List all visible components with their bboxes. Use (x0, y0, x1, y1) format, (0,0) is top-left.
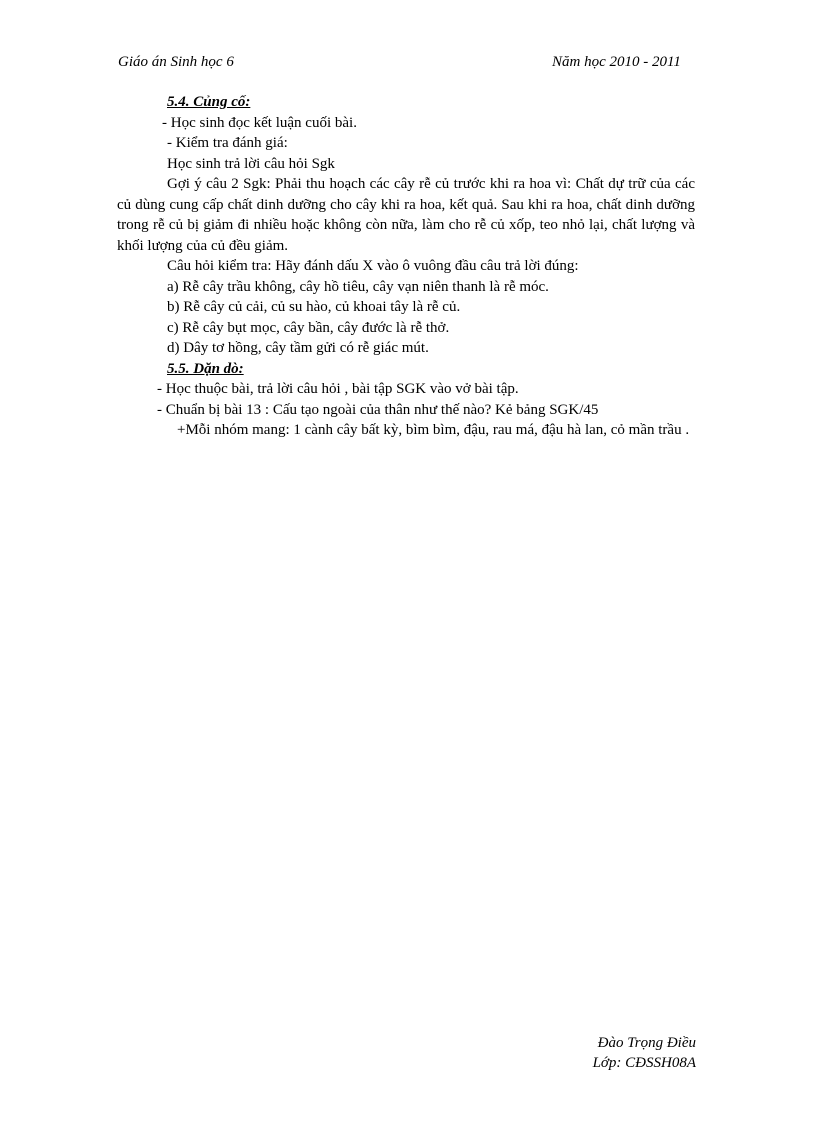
option-a: a) Rễ cây trầu không, cây hồ tiêu, cây vạn niên thanh là rễ móc. (167, 278, 549, 295)
page-body (117, 92, 695, 441)
header-right: Năm học 2010 - 2011 (552, 54, 681, 70)
footer-class: Lớp: CĐSSH08A (592, 1055, 696, 1071)
line-hoc-thuoc: - Học thuộc bài, trả lời câu hỏi , bài tập SGK vào vở bài tập. (157, 381, 519, 397)
footer-author: Đào Trọng Điều (597, 1035, 696, 1051)
section-title-dan-do: 5.5. Dặn dò: (167, 360, 244, 377)
line-doc-ket-luan: - Học sinh đọc kết luận cuối bài. (162, 114, 357, 131)
question-kiem-tra: Câu hỏi kiểm tra: Hãy đánh dấu X vào ô vuông đầu câu trả lời đúng: (167, 258, 579, 274)
option-c: c) Rễ cây bụt mọc, cây bần, cây đước là rễ thở. (167, 319, 450, 336)
line-kiem-tra: - Kiểm tra đánh giá: (167, 135, 288, 151)
line-chuan-bi: - Chuẩn bị bài 13 : Cấu tạo ngoài của thân như thế nào? Kẻ bảng SGK/45 (157, 401, 599, 418)
option-d: d) Dây tơ hồng, cây tầm gửi có rễ giác mút. (167, 340, 429, 356)
paragraph-goi-y: Gợi ý câu 2 Sgk: Phải thu hoạch các cây rễ củ trước khi ra hoa vì: Chất dự trữ của các củ dùng cung cấp chất dinh dưỡng cho cây khi ra hoa, kết quả. Sau khi ra hoa, chất dinh dưỡng trong rễ củ bị giảm đi nhiều hoặc không còn nữa, làm cho rễ củ xốp, teo nhỏ lại, chất lượng và khối lượng của củ đều giảm. (117, 176, 695, 254)
line-tra-loi: Học sinh trả lời câu hỏi Sgk (167, 155, 335, 172)
section-title-cung-co: 5.4. Củng cố: (167, 94, 251, 110)
header-left: Giáo án Sinh học 6 (118, 54, 234, 70)
paragraph-moi-nhom: +Mỗi nhóm mang: 1 cành cây bất kỳ, bìm bìm, đậu, rau má, đậu hà lan, cỏ mần trầu . (177, 422, 690, 438)
option-b: b) Rễ cây củ cải, củ su hào, củ khoai tây là rễ củ. (167, 299, 461, 315)
